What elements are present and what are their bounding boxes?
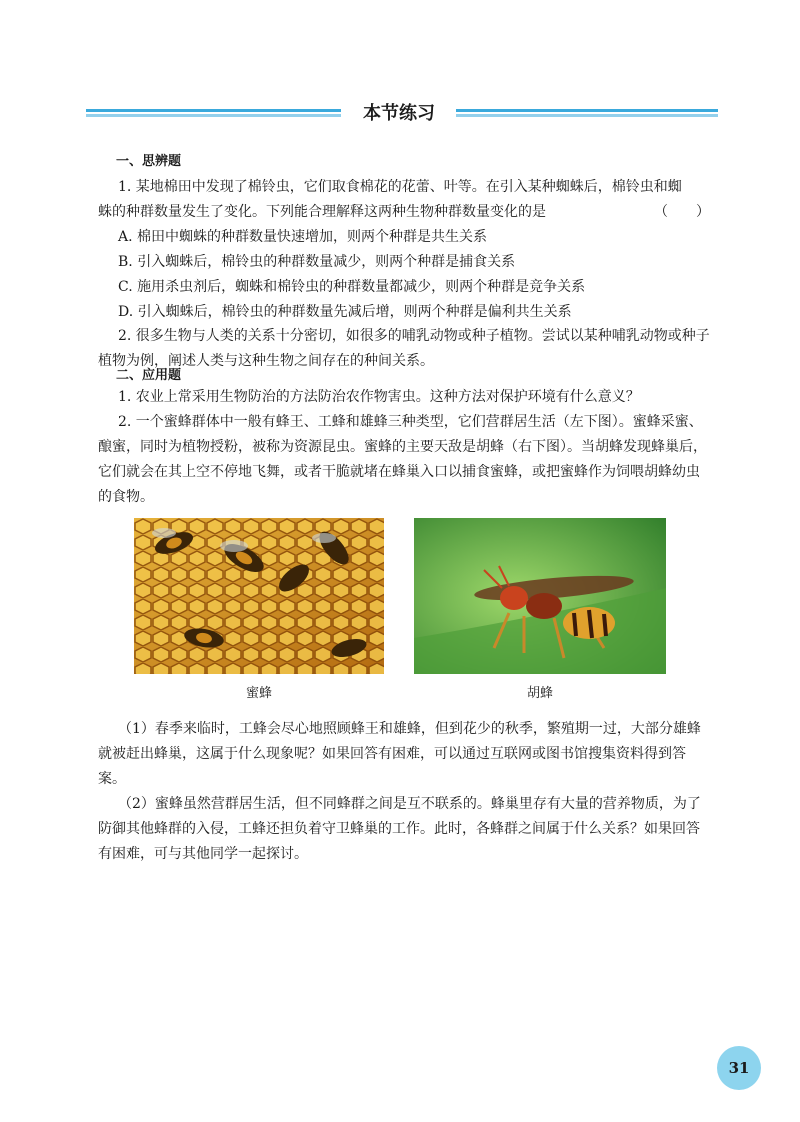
option-c: C. 施用杀虫剂后，蜘蛛和棉铃虫的种群数量都减少，则两个种群是竞争关系 [118,279,586,295]
option-a: A. 棉田中蜘蛛的种群数量快速增加，则两个种群是共生关系 [118,229,488,245]
header-bar-right [456,109,718,119]
application-question-2: 2. 一个蜜蜂群体中一般有蜂王、工蜂和雄蜂三种类型，它们营群居生活（左下图）。蜜蜂采蜜、酿蜜，同时为植物授粉，被称为资源昆虫。蜜蜂的主要天敌是胡蜂（右下图）。当胡蜂发现蜂巢后，它们就会在其上空不停地飞舞，或者干脆就堵在蜂巢入口以捕食蜜蜂，或把蜜蜂作为饲喂胡蜂幼虫的食物。 [98,414,707,505]
page-number: 31 [717,1046,761,1090]
answer-parentheses: （ ） [654,204,710,220]
question-1-stem-line1: 1. 某地棉田中发现了棉铃虫，它们取食棉花的花蕾、叶等。在引入某种蜘蛛后，棉铃虫和蜘 [118,179,682,195]
header-bar-left [86,109,341,119]
figure-caption-honeybee: 蜜蜂 [245,686,272,701]
section-title-1: 一、思辨题 [116,154,182,169]
question-2: 2. 很多生物与人类的关系十分密切，如很多的哺乳动物或种子植物。尝试以某种哺乳动物或种子植物为例，阐述人类与这种生物之间存在的种间关系。 [98,328,710,369]
wasp-photo [414,518,666,674]
sub-question-2: （2）蜜蜂虽然营群居生活，但不同蜂群之间是互不联系的。蜂巢里存有大量的营养物质，为了防御其他蜂群的入侵，工蜂还担负着守卫蜂巢的工作。此时，各蜂群之间属于什么关系？如果回答有困难，可与其他同学一起探讨。 [98,796,701,862]
honeybee-photo [134,518,384,674]
option-b: B. 引入蜘蛛后，棉铃虫的种群数量减少，则两个种群是捕食关系 [118,254,516,270]
section-title-2: 二、应用题 [116,368,182,383]
figure-caption-wasp: 胡蜂 [526,686,553,701]
page-title: 本节练习 [363,103,435,124]
option-d: D. 引入蜘蛛后，棉铃虫的种群数量先减后增，则两个种群是偏利共生关系 [118,304,572,320]
sub-question-1: （1）春季来临时，工蜂会尽心地照顾蜂王和雄蜂，但到花少的秋季，繁殖期一过，大部分雄蜂就被赶出蜂巢，这属于什么现象呢？如果回答有困难，可以通过互联网或图书馆搜集资料得到答案。 [98,721,701,787]
section-header [86,96,718,132]
question-1-stem-line2: 蛛的种群数量发生了变化。下列能合理解释这两种生物种群数量变化的是 [98,204,546,220]
application-question-1: 1. 农业上常采用生物防治的方法防治农作物害虫。这种方法对保护环境有什么意义？ [118,389,640,405]
